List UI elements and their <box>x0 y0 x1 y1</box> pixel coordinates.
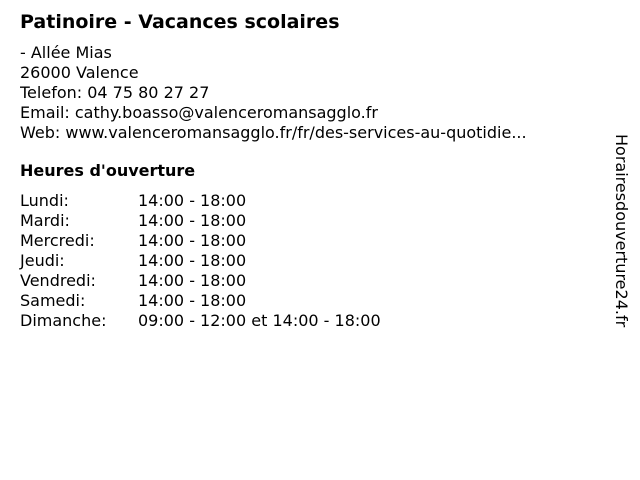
day-label: Dimanche: <box>20 311 107 330</box>
time-value: 14:00 - 18:00 <box>138 211 247 230</box>
hours-row <box>20 191 595 211</box>
time-value: 14:00 - 18:00 <box>138 251 247 270</box>
day-label: Samedi: <box>20 291 86 310</box>
hours-table <box>20 191 595 331</box>
place-details <box>20 9 595 331</box>
time-value: 14:00 - 18:00 <box>138 291 247 310</box>
city-line: 26000 Valence <box>20 63 139 82</box>
time-value: 14:00 - 18:00 <box>138 191 247 210</box>
time-value: 14:00 - 18:00 <box>138 271 247 290</box>
day-label: Mardi: <box>20 211 70 230</box>
hours-row <box>20 231 595 251</box>
day-label: Jeudi: <box>20 251 65 270</box>
time-value: 09:00 - 12:00 et 14:00 - 18:00 <box>138 311 381 330</box>
hours-row <box>20 311 595 331</box>
hours-heading: Heures d'ouverture <box>20 161 196 180</box>
hours-row <box>20 271 595 291</box>
street-line: - Allée Mias <box>20 43 112 62</box>
day-label: Lundi: <box>20 191 69 210</box>
hours-row <box>20 251 595 271</box>
address-block <box>20 43 595 143</box>
hours-row <box>20 211 595 231</box>
day-label: Mercredi: <box>20 231 95 250</box>
hours-row <box>20 291 595 311</box>
email-line: Email: cathy.boasso@valenceromansagglo.fr <box>20 103 378 122</box>
time-value: 14:00 - 18:00 <box>138 231 247 250</box>
day-label: Vendredi: <box>20 271 96 290</box>
site-watermark: Horairesdouverture24.fr <box>612 134 631 328</box>
phone-line: Telefon: 04 75 80 27 27 <box>20 83 210 102</box>
web-line: Web: www.valenceromansagglo.fr/fr/des-services-au-quotidie... <box>20 123 527 142</box>
page-title: Patinoire - Vacances scolaires <box>20 11 340 33</box>
